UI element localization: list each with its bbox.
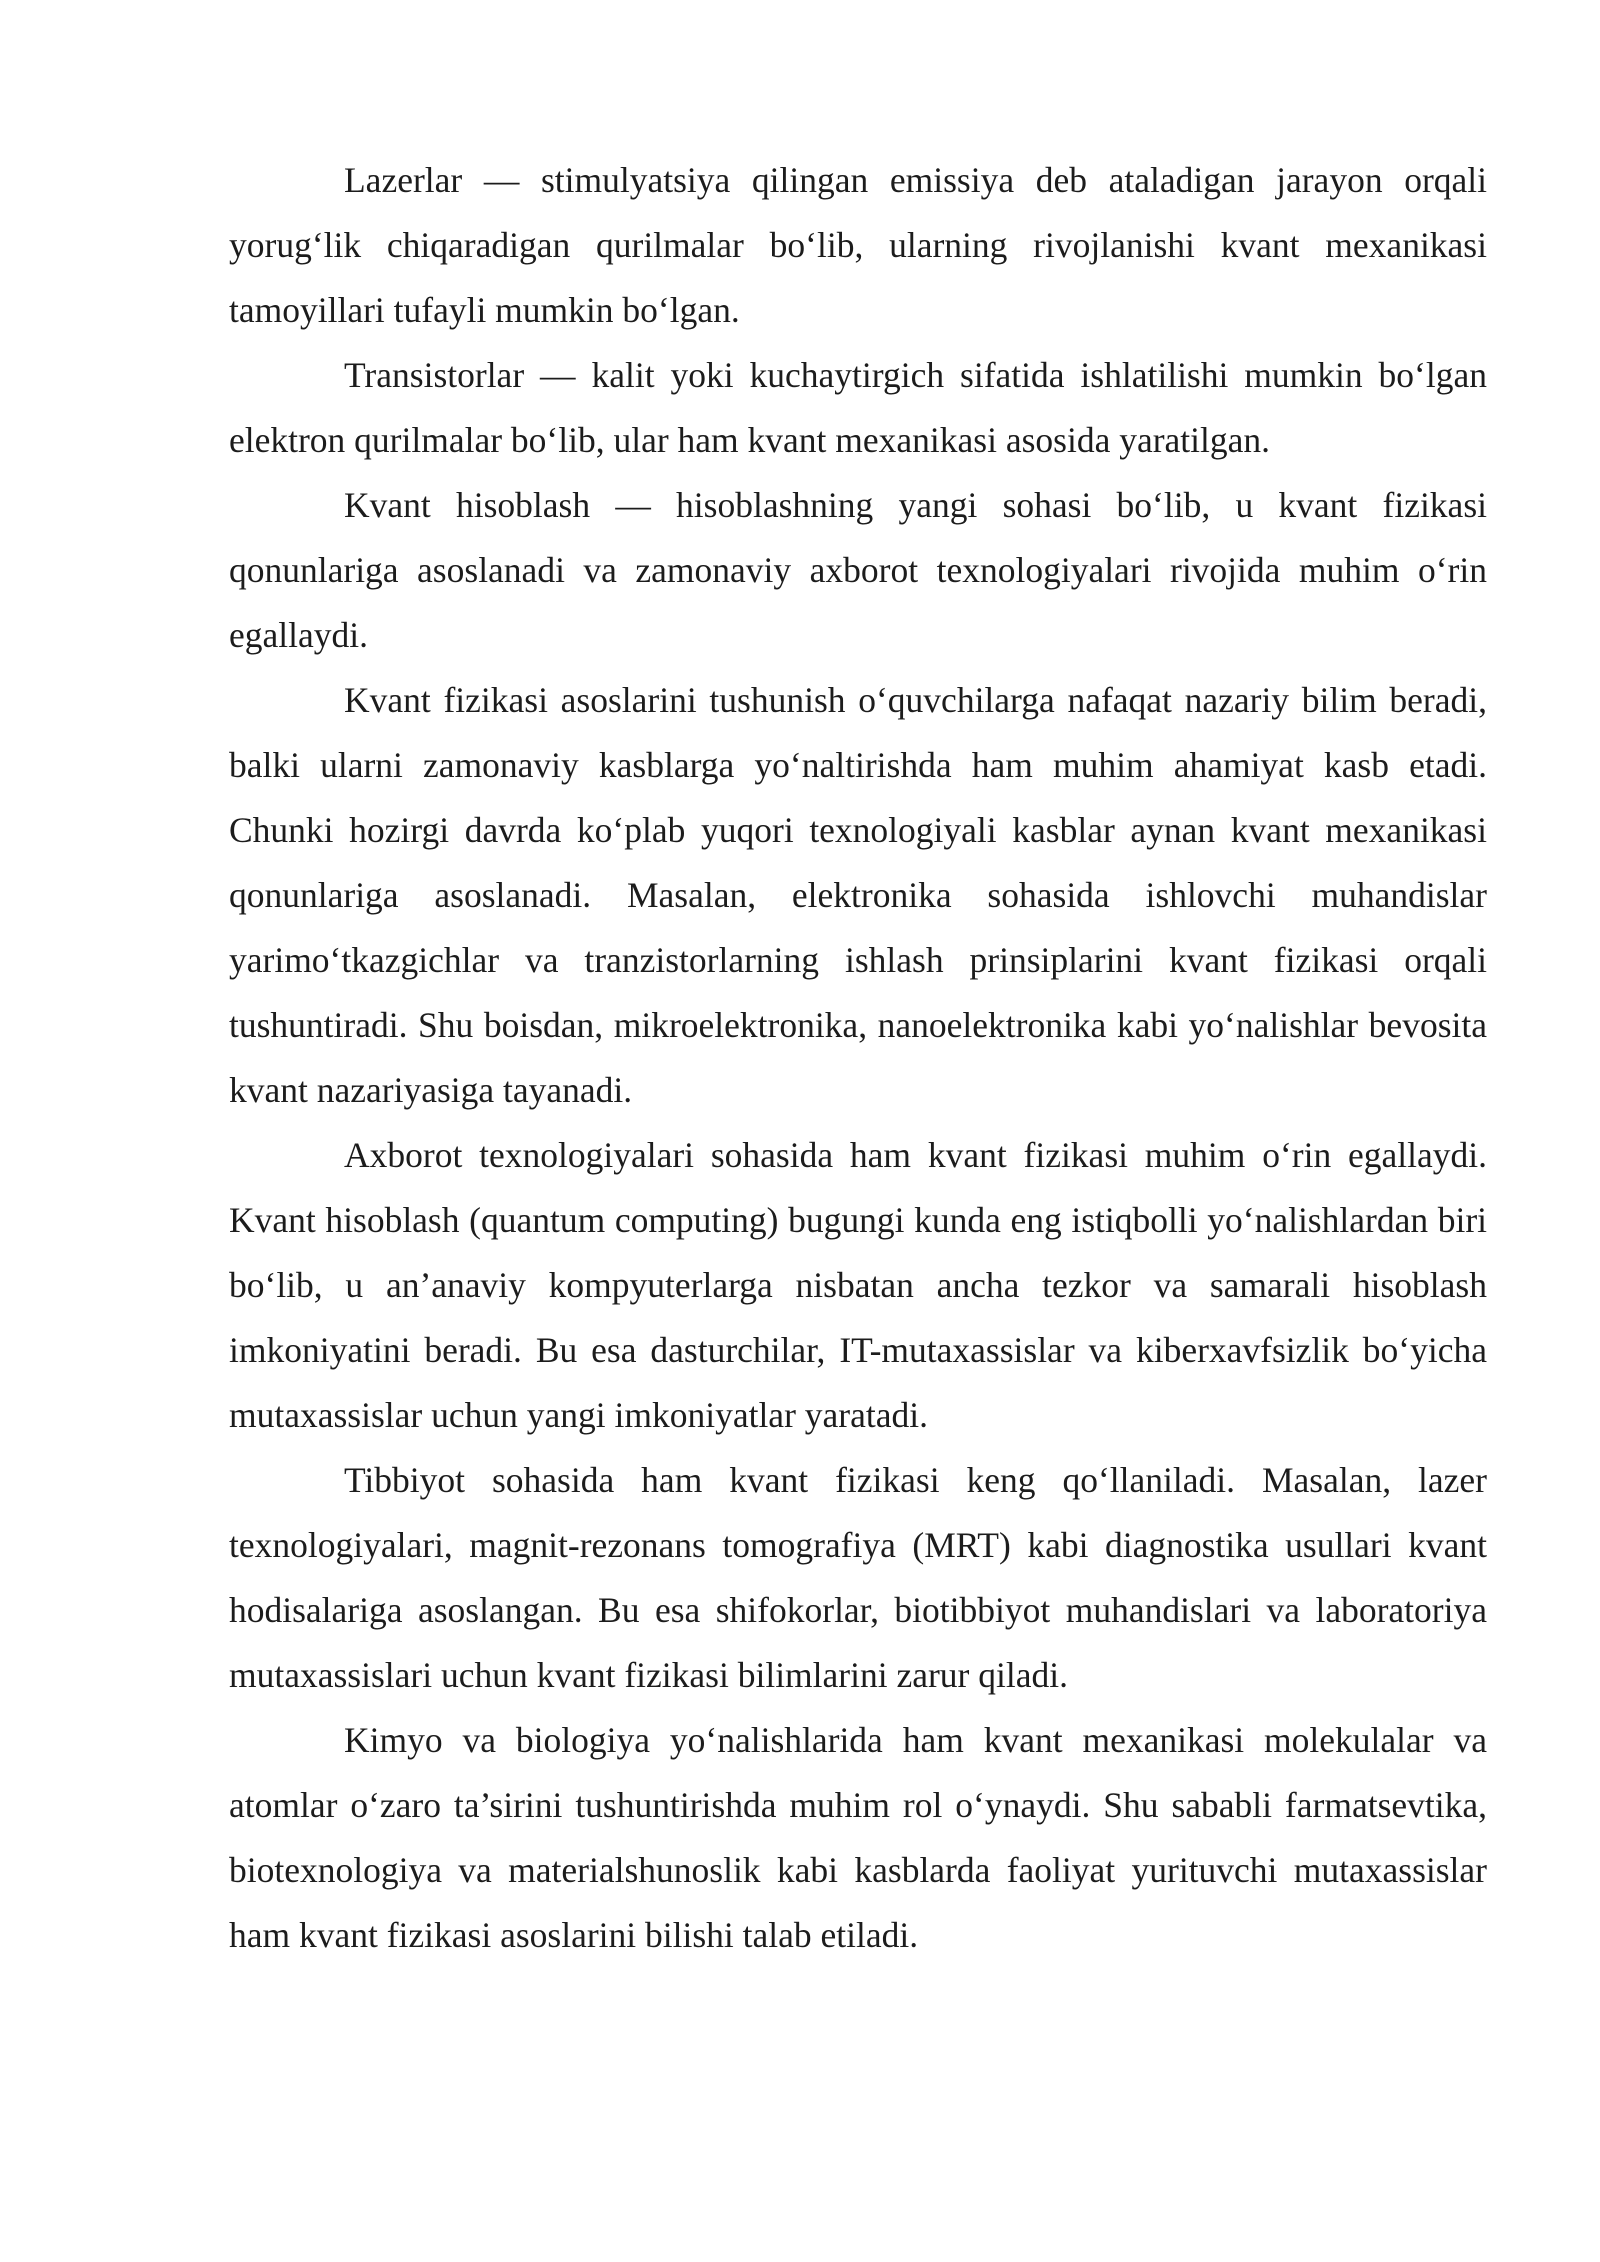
- document-body: [229, 148, 1487, 1968]
- paragraph-quantum-physics-careers: Kvant fizikasi asoslarini tushunish o‘quvchilarga nafaqat nazariy bilim beradi, balki ularni zamonaviy kasblarga yo‘naltirishda ham muhim ahamiyat kasb etadi. Chunki hozirgi davrda ko‘plab yuqori texnologiyali kasblar aynan kvant mexanikasi qonunlariga asoslanadi. Masalan, elektronika sohasida ishlovchi muhandislar yarimo‘tkazgichlar va tranzistorlarning ishlash prinsiplarini kvant fizikasi orqali tushuntiradi. Shu boisdan, mikroelektronika, nanoelektronika kabi yo‘nalishlar bevosita kvant nazariyasiga tayanadi.: [229, 680, 1487, 1110]
- paragraph-lasers: Lazerlar — stimulyatsiya qilingan emissiya deb ataladigan jarayon orqali yorug‘lik chiqaradigan qurilmalar bo‘lib, ularning rivojlanishi kvant mexanikasi tamoyillari tufayli mumkin bo‘lgan.: [229, 160, 1487, 330]
- paragraph-transistors: Transistorlar — kalit yoki kuchaytirgich sifatida ishlatilishi mumkin bo‘lgan elektron qurilmalar bo‘lib, ular ham kvant mexanikasi asosida yaratilgan.: [229, 355, 1487, 460]
- paragraph-information-technology: Axborot texnologiyalari sohasida ham kvant fizikasi muhim o‘rin egallaydi. Kvant hisoblash (quantum computing) bugungi kunda eng istiqbolli yo‘nalishlardan biri bo‘lib, u an’anaviy kompyuterlarga nisbatan ancha tezkor va samarali hisoblash imkoniyatini beradi. Bu esa dasturchilar, IT-mutaxassislar va kiberxavfsizlik bo‘yicha mutaxassislar uchun yangi imkoniyatlar yaratadi.: [229, 1135, 1487, 1435]
- paragraph-chemistry-biology: Kimyo va biologiya yo‘nalishlarida ham kvant mexanikasi molekulalar va atomlar o‘zaro ta’sirini tushuntirishda muhim rol o‘ynaydi. Shu sababli farmatsevtika, biotexnologiya va materialshunoslik kabi kasblarda faoliyat yurituvchi mutaxassislar ham kvant fizikasi asoslarini bilishi talab etiladi.: [229, 1720, 1487, 1955]
- paragraph-quantum-computing: Kvant hisoblash — hisoblashning yangi sohasi bo‘lib, u kvant fizikasi qonunlariga asoslanadi va zamonaviy axborot texnologiyalari rivojida muhim o‘rin egallaydi.: [229, 485, 1487, 655]
- paragraph-medicine: Tibbiyot sohasida ham kvant fizikasi keng qo‘llaniladi. Masalan, lazer texnologiyalari, magnit-rezonans tomografiya (MRT) kabi diagnostika usullari kvant hodisalariga asoslangan. Bu esa shifokorlar, biotibbiyot muhandislari va laboratoriya mutaxassislari uchun kvant fizikasi bilimlarini zarur qiladi.: [229, 1460, 1487, 1695]
